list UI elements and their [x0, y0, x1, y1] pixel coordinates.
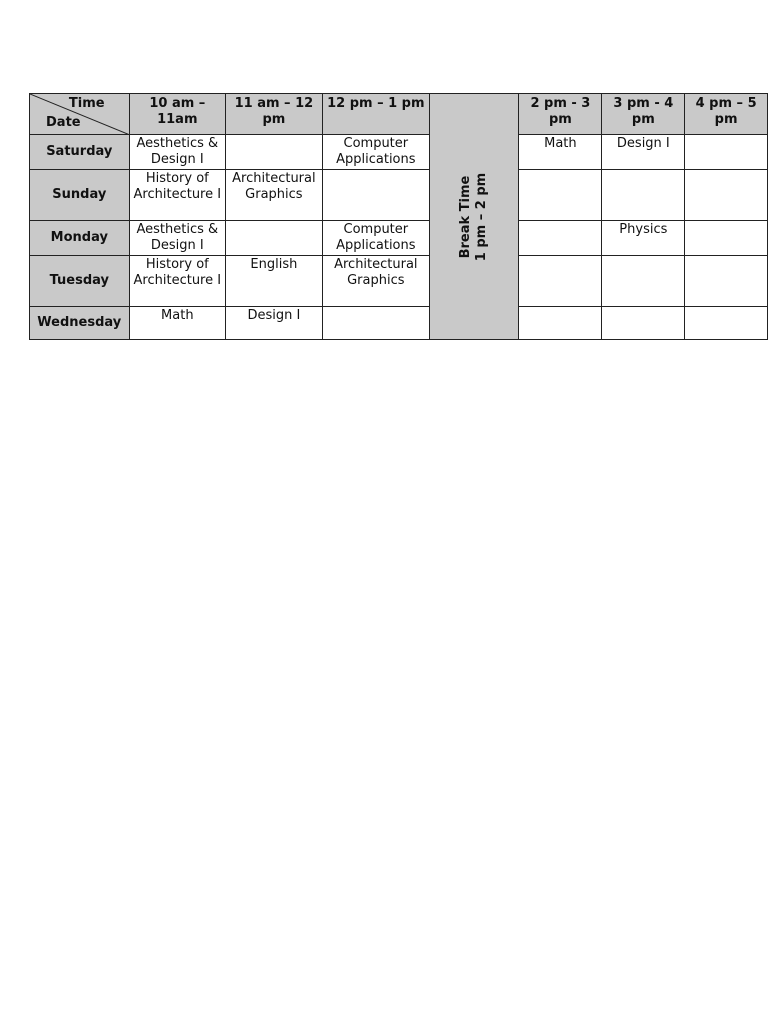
class-cell [322, 170, 429, 221]
class-cell: Aesthetics & Design I [129, 135, 226, 170]
class-cell [519, 221, 602, 256]
slot-header: 4 pm – 5 pm [685, 94, 768, 135]
table-row [30, 135, 768, 170]
class-cell: Architectural Graphics [226, 170, 323, 221]
slot-header: 2 pm - 3 pm [519, 94, 602, 135]
slot-header: 3 pm - 4 pm [602, 94, 685, 135]
header-row [30, 94, 768, 135]
day-label: Sunday [30, 170, 130, 221]
break-column [429, 94, 518, 340]
class-cell: Math [519, 135, 602, 170]
class-cell [602, 307, 685, 340]
class-cell [685, 307, 768, 340]
break-title: Break Time [458, 175, 474, 258]
day-label: Monday [30, 221, 130, 256]
class-cell: Math [129, 307, 226, 340]
class-cell: Aesthetics & Design I [129, 221, 226, 256]
table-row [30, 256, 768, 307]
class-cell: History of Architecture I [129, 170, 226, 221]
class-cell: Design I [602, 135, 685, 170]
class-cell: Computer Applications [322, 135, 429, 170]
slot-header: 10 am – 11am [129, 94, 226, 135]
class-cell: Architectural Graphics [322, 256, 429, 307]
class-cell [519, 256, 602, 307]
schedule-table [29, 93, 768, 340]
class-cell [519, 170, 602, 221]
class-cell: Design I [226, 307, 323, 340]
class-cell: Physics [602, 221, 685, 256]
table-row [30, 170, 768, 221]
table-row [30, 307, 768, 340]
class-cell: Computer Applications [322, 221, 429, 256]
class-cell [519, 307, 602, 340]
corner-date-label: Date [46, 115, 81, 130]
class-cell [602, 170, 685, 221]
class-cell: English [226, 256, 323, 307]
slot-header: 12 pm – 1 pm [322, 94, 429, 135]
break-time: 1 pm – 2 pm [474, 172, 490, 261]
day-label: Tuesday [30, 256, 130, 307]
class-cell [226, 135, 323, 170]
class-cell: History of Architecture I [129, 256, 226, 307]
day-label: Wednesday [30, 307, 130, 340]
corner-cell [30, 94, 130, 135]
corner-time-label: Time [68, 96, 105, 111]
class-cell [685, 256, 768, 307]
class-cell [322, 307, 429, 340]
slot-header: 11 am – 12 pm [226, 94, 323, 135]
break-label [458, 172, 490, 260]
class-cell [602, 256, 685, 307]
class-cell [685, 170, 768, 221]
class-cell [685, 135, 768, 170]
table-row [30, 221, 768, 256]
class-cell [685, 221, 768, 256]
day-label: Saturday [30, 135, 130, 170]
class-cell [226, 221, 323, 256]
